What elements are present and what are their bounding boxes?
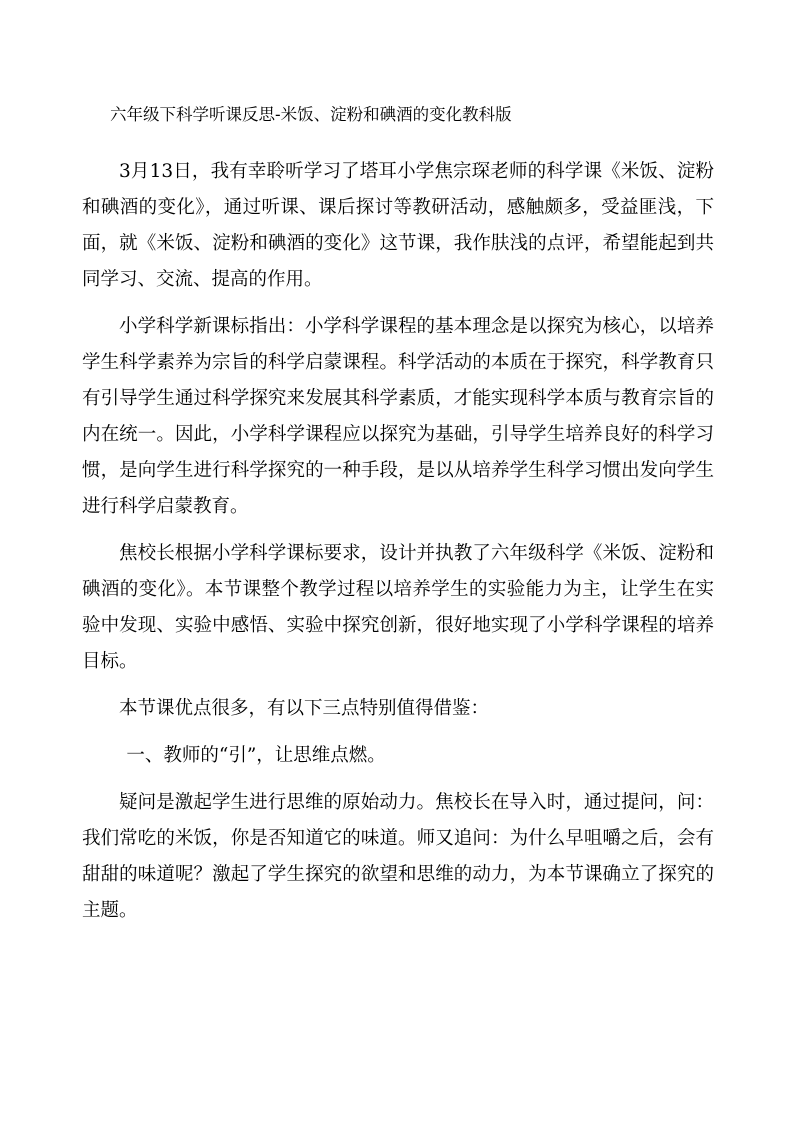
paragraph-curriculum: 小学科学新课标指出：小学科学课程的基本理念是以探究为核心，以培养学生科学素养为宗旨的科学启蒙课程。科学活动的本质在于探究，科学教育只有引导学生通过科学探究来发展其科学素质，才能实现科学本质与教育宗旨的内在统一。因此，小学科学课程应以探究为基础，引导学生培养良好的科学习惯，是向学生进行科学探究的一种手段，是以从培养学生科学习惯出发向学生进行科学启蒙教育。 (82, 316, 714, 517)
paragraph-merits: 本节课优点很多，有以下三点特别值得借鉴： (119, 698, 490, 719)
paragraph-lesson-design: 焦校长根据小学科学课标要求，设计并执教了六年级科学《米饭、淀粉和碘酒的变化》。本节课整个教学过程以培养学生的实验能力为主，让学生在实验中发现、实验中感悟、实验中探究创新，很好地实现了小学科学课程的培养目标。 (82, 543, 714, 672)
paragraph-intro: 3月13日，我有幸聆听学习了塔耳小学焦宗琛老师的科学课《米饭、淀粉和碘酒的变化》，通过听课、课后探讨等教研活动，感触颇多，受益匪浅，下面，就《米饭、淀粉和碘酒的变化》这节课，我作肤浅的点评，希望能起到共同学习、交流、提高的作用。 (82, 161, 714, 290)
document-body (82, 154, 714, 940)
paragraph-questioning: 疑问是激起学生进行思维的原始动力。焦校长在导入时，通过提问，问：我们常吃的米饭，你是否知道它的味道。师又追问：为什么早咀嚼之后，会有甜甜的味道呢？激起了学生探究的欲望和思维的动力，为本节课确立了探究的主题。 (82, 792, 714, 921)
section-heading-1: 一、教师的“引”，让思维点燃。 (126, 745, 386, 766)
document-title: 六年级下科学听课反思-米饭、淀粉和碘酒的变化教科版 (110, 105, 512, 124)
